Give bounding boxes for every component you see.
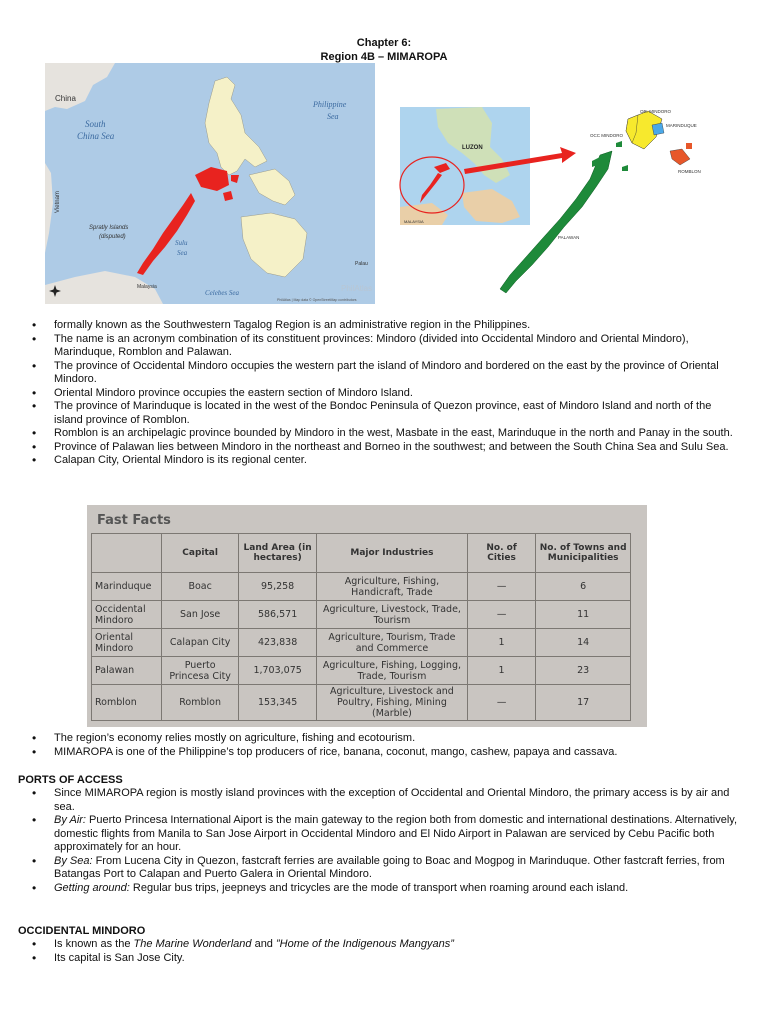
label-marinduque: MARINDUQUE	[666, 123, 697, 128]
table-row	[92, 601, 631, 629]
bullet-item: • MIMAROPA is one of the Philippine’s top producers of rice, banana, coconut, mango, cashew, papaya and cassava.	[30, 746, 740, 760]
economy-bullets	[30, 732, 740, 759]
bullet-item: • Its capital is San Jose City.	[30, 952, 740, 966]
cell-province: Romblon	[92, 685, 162, 721]
occidental-bullets	[30, 938, 740, 965]
sea-text: From Lucena City in Quezon, fastcraft ferries are available going to Boac and Mogpog in Marinduque. Other fastcraft ferries, from Batangas Port to Calapan and Puerto Galera in Oriental Mindoro.	[54, 854, 725, 880]
cell-cities: —	[467, 601, 535, 629]
label-palau: Palau	[355, 261, 368, 267]
marine-wonderland: The Marine Wonderland	[133, 938, 252, 950]
label-celebes: Celebes Sea	[205, 289, 240, 297]
cell-towns: 23	[536, 657, 631, 685]
fast-facts-photo	[87, 505, 647, 727]
label-china-sea: China Sea	[77, 131, 115, 141]
region-title: Region 4B – MIMAROPA	[320, 51, 448, 63]
philippines-map-svg	[45, 63, 375, 304]
map-credit: PhilAtlas | Map data © OpenStreetMap contributors	[277, 298, 357, 302]
bullet-item: • The name is an acronym combination of its constituent provinces: Mindoro (divided into Occidental Mindoro and Oriental Mindoro), Marinduque, Romblon and Palawan.	[30, 333, 740, 360]
around-label: Getting around:	[54, 881, 130, 894]
bullet-item: • The province of Marinduque is located in the west of the Bondoc Peninsula of Quezon province, east of Mindoro Island and north of the island province of Romblon.	[30, 400, 740, 427]
cell-land-area: 1,703,075	[239, 657, 317, 685]
cell-industries: Agriculture, Fishing, Handicraft, Trade	[317, 573, 468, 601]
cell-towns: 14	[536, 629, 631, 657]
label-south: South	[85, 119, 106, 129]
cell-capital: Boac	[162, 573, 239, 601]
cell-province: Palawan	[92, 657, 162, 685]
romblon-islet	[686, 143, 692, 149]
bullet-item: • Oriental Mindoro province occupies the eastern section of Mindoro Island.	[30, 387, 740, 401]
col-header	[92, 534, 162, 573]
cell-capital: Calapan City	[162, 629, 239, 657]
marinduque-island	[652, 123, 664, 135]
map-watermark: PhilAtlas	[341, 284, 373, 293]
cell-cities: —	[467, 573, 535, 601]
philippines-map	[45, 63, 375, 304]
sea-label: By Sea:	[54, 854, 93, 867]
bullet-item-sea	[30, 855, 740, 882]
cell-capital: Puerto Princesa City	[162, 657, 239, 685]
bullet-item: • The region’s economy relies mostly on agriculture, fishing and ecotourism.	[30, 732, 740, 746]
bullet-item: • Since MIMAROPA region is mostly island provinces with the exception of Occidental and Oriental Mindoro, the primary access is by air and sea.	[30, 787, 740, 814]
fast-facts-table	[91, 533, 631, 721]
bullet-item: • formally known as the Southwestern Tagalog Region is an administrative region in the Philippines.	[30, 319, 740, 333]
label-disputed: (disputed)	[99, 234, 126, 240]
bullet-item-air	[30, 814, 740, 855]
label-philippine: Philippine	[313, 100, 347, 109]
col-header: Major Industries	[317, 534, 468, 573]
mimaropa-map-svg	[392, 103, 730, 300]
bullet-item: • The province of Occidental Mindoro occupies the western part the island of Mindoro and bordered on the east by the province of Oriental Mindoro.	[30, 360, 740, 387]
table-header-row	[92, 534, 631, 573]
table-row	[92, 685, 631, 721]
bullet-item-around	[30, 882, 740, 896]
label-romblon: ROMBLON	[678, 169, 701, 174]
label-inset-malaysia: MALAYSIA	[404, 219, 424, 224]
cell-towns: 11	[536, 601, 631, 629]
bullet-item: • Calapan City, Oriental Mindoro is its regional center.	[30, 454, 740, 468]
mimaropa-map	[392, 103, 730, 300]
home-mangyans: ”Home of the Indigenous Mangyans”	[275, 938, 454, 950]
label-vietnam: Vietnam	[55, 191, 61, 213]
cell-cities: 1	[467, 657, 535, 685]
around-text: Regular bus trips, jeepneys and tricycles are the mode of transport when roaming around each island.	[129, 881, 629, 894]
chapter-title: Chapter 6:	[356, 37, 412, 49]
cell-land-area: 423,838	[239, 629, 317, 657]
cell-industries: Agriculture, Livestock, Trade, Tourism	[317, 601, 468, 629]
cell-province: Oriental Mindoro	[92, 629, 162, 657]
col-header: No. of Cities	[467, 534, 535, 573]
label-or-mindoro: OR. MINDORO	[640, 109, 671, 114]
cell-province: Marinduque	[92, 573, 162, 601]
cell-cities: —	[467, 685, 535, 721]
air-label: By Air:	[54, 814, 86, 826]
bullet-item: • Province of Palawan lies between Mindoro in the northeast and Borneo in the southwest; and between the South China Sea and Sulu Sea.	[30, 441, 740, 455]
label-malaysia: Malaysia	[137, 284, 157, 290]
ports-heading: PORTS OF ACCESS	[18, 774, 123, 786]
b1-pre: Is known as the	[54, 938, 134, 950]
cell-capital: Romblon	[162, 685, 239, 721]
cell-industries: Agriculture, Livestock and Poultry, Fishing, Mining (Marble)	[317, 685, 468, 721]
cell-towns: 17	[536, 685, 631, 721]
ports-bullets	[30, 787, 740, 895]
label-sulu-sea: Sea	[177, 249, 188, 257]
bullet-item: • Romblon is an archipelagic province bounded by Mindoro in the west, Masbate in the east, Marinduque in the north and Panay in the south.	[30, 427, 740, 441]
intro-bullets	[30, 319, 740, 468]
air-text: Puerto Princesa International Aiport is the main gateway to the region both from domestic and international destinations. Alternatively, domestic flights from Manila to San Jose Airport in Occidental Mindoro and El Nido Airport in Palawan are serviced by Cebu Pacific both approximately for an hour.	[54, 814, 737, 853]
col-header: Capital	[162, 534, 239, 573]
fast-facts-title: Fast Facts	[97, 513, 171, 528]
occidental-heading: OCCIDENTAL MINDORO	[18, 925, 146, 937]
cell-province: Occidental Mindoro	[92, 601, 162, 629]
cell-land-area: 95,258	[239, 573, 317, 601]
label-occ-mindoro: OCC MINDORO	[590, 133, 623, 138]
col-header: Land Area (in hectares)	[239, 534, 317, 573]
b1-mid: and	[251, 938, 276, 950]
cell-industries: Agriculture, Tourism, Trade and Commerce	[317, 629, 468, 657]
table-row	[92, 657, 631, 685]
cell-land-area: 586,571	[239, 601, 317, 629]
label-sea: Sea	[327, 112, 339, 121]
table-row	[92, 629, 631, 657]
cell-land-area: 153,345	[239, 685, 317, 721]
cell-towns: 6	[536, 573, 631, 601]
label-palawan: PALAWAN	[558, 235, 580, 240]
bullet-item	[30, 938, 740, 952]
table-row	[92, 573, 631, 601]
col-header: No. of Towns and Municipalities	[536, 534, 631, 573]
cell-industries: Agriculture, Fishing, Logging, Trade, Tourism	[317, 657, 468, 685]
label-china: China	[55, 94, 76, 103]
label-sulu: Sulu	[175, 239, 188, 247]
cell-capital: San Jose	[162, 601, 239, 629]
cell-cities: 1	[467, 629, 535, 657]
label-luzon: LUZON	[462, 145, 483, 151]
label-spratly: Spratly Islands	[89, 225, 129, 231]
